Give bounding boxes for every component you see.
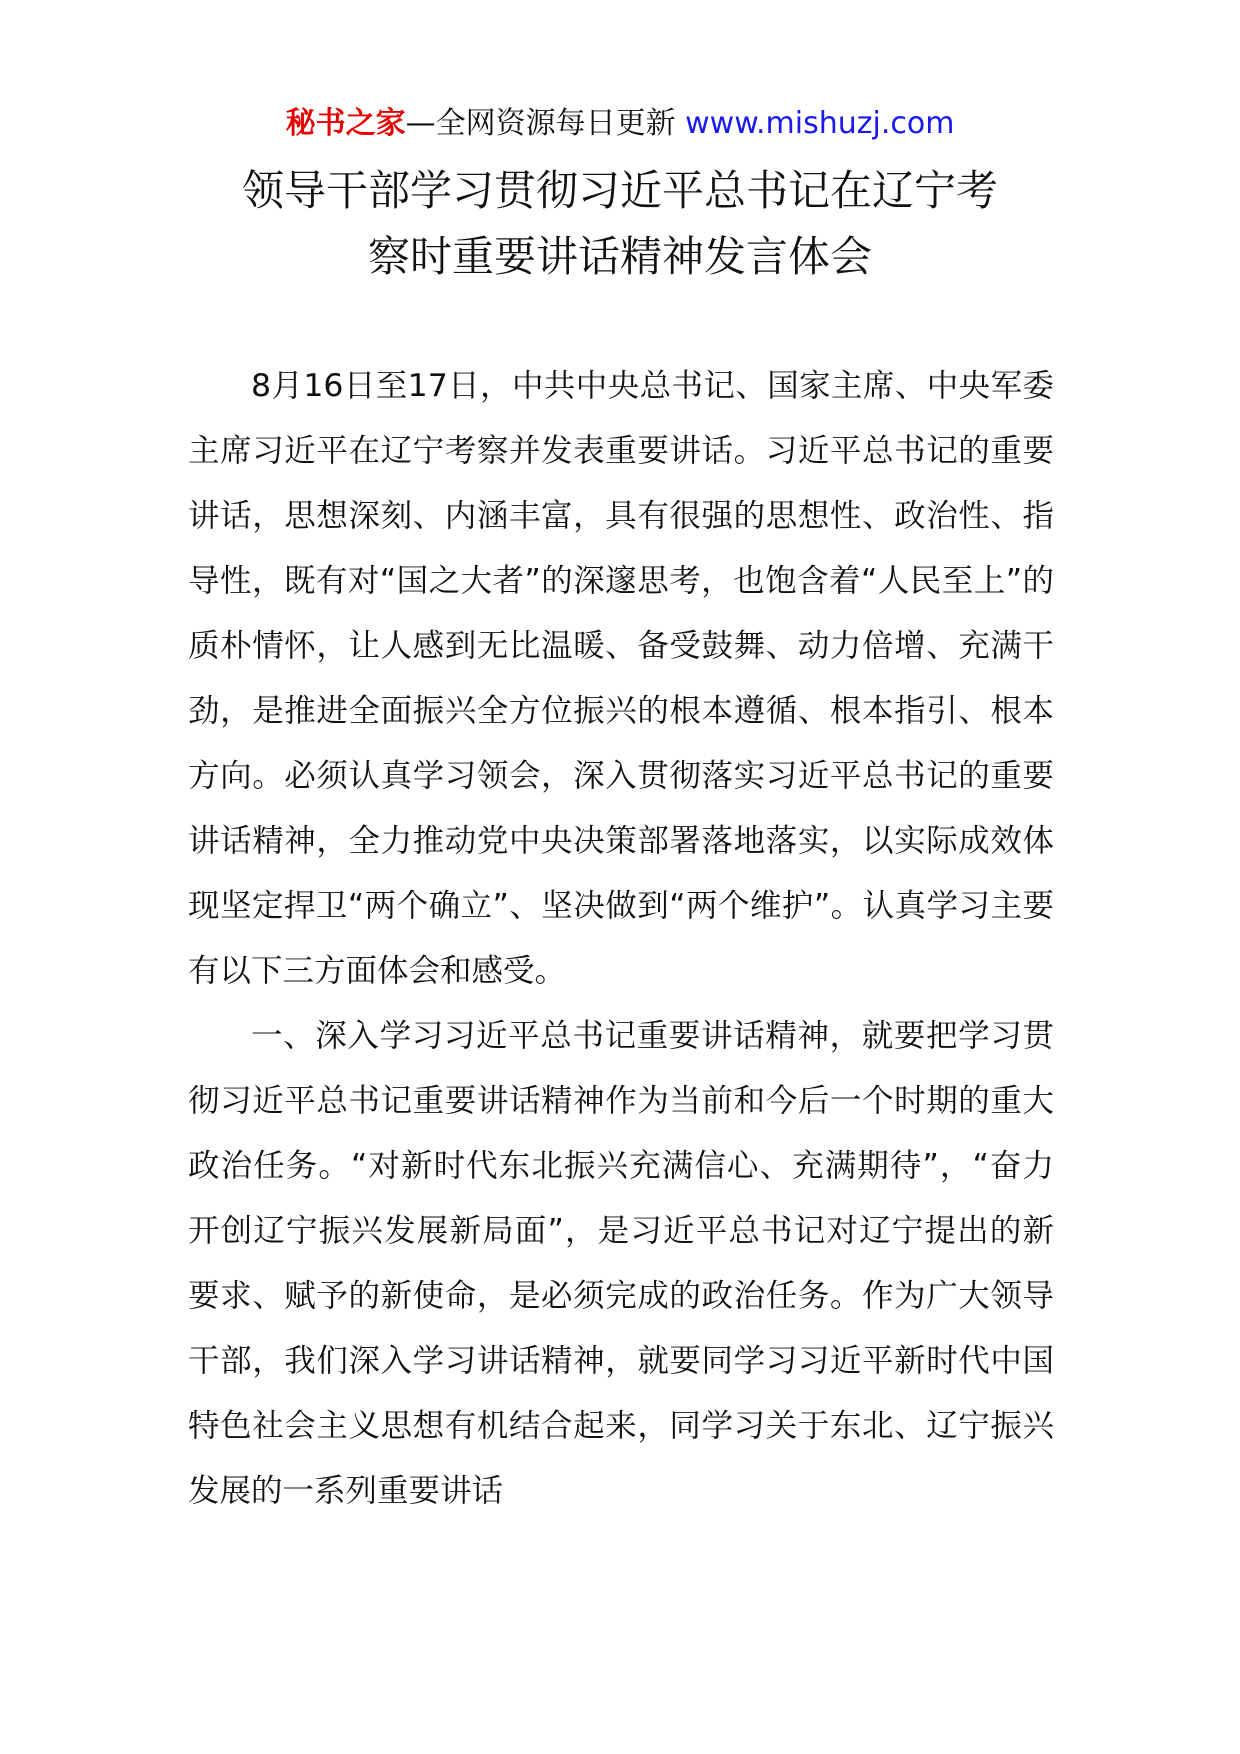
body-paragraph-2 bbox=[188, 1004, 1054, 1524]
body-paragraph-1 bbox=[188, 354, 1054, 1004]
document-title-line-2: 察时重要讲话精神发言体会 bbox=[367, 232, 872, 281]
site-tagline: —全网资源每日更新 bbox=[405, 106, 676, 141]
site-brand: 秘书之家 bbox=[285, 106, 406, 141]
paragraph-2-lead: 一、深入学习习近平总书记重要讲话精神， bbox=[251, 1018, 862, 1054]
document-title bbox=[0, 158, 1240, 290]
site-url-link[interactable]: www.mishuzj.com bbox=[685, 106, 955, 141]
site-header bbox=[0, 104, 1240, 144]
document-body bbox=[188, 354, 1054, 1524]
paragraph-2-text: 就要把学习贯彻习近平总书记重要讲话精神作为当前和今后一个时期的重大政治任务。“对新时代东北振兴充满信心、充满期待”，“奋力开创辽宁振兴发展新局面”，是习近平总书记对辽宁提出的新要求、赋予的新使命，是必须完成的政治任务。作为广大领导干部，我们深入学习讲话精神，就要同学习习近平新时代中国特色社会主义思想有机结合起来，同学习关于东北、辽宁振兴发展的一系列重要讲话 bbox=[188, 1018, 1054, 1509]
paragraph-1-text: 8月16日至17日，中共中央总书记、国家主席、中央军委主席习近平在辽宁考察并发表重要讲话。习近平总书记的重要讲话，思想深刻、内涵丰富，具有很强的思想性、政治性、指导性，既有对“国之大者”的深邃思考，也饱含着“人民至上”的质朴情怀，让人感到无比温暖、备受鼓舞、动力倍增、充满干劲，是推进全面振兴全方位振兴的根本遵循、根本指引、根本方向。必须认真学习领会，深入贯彻落实习近平总书记的重要讲话精神，全力推动党中央决策部署落地落实，以实际成效体现坚定捍卫“两个确立”、坚决做到“两个维护”。认真学习主要有以下三方面体会和感受。 bbox=[188, 368, 1054, 989]
document-title-line-1: 领导干部学习贯彻习近平总书记在辽宁考 bbox=[241, 166, 998, 215]
